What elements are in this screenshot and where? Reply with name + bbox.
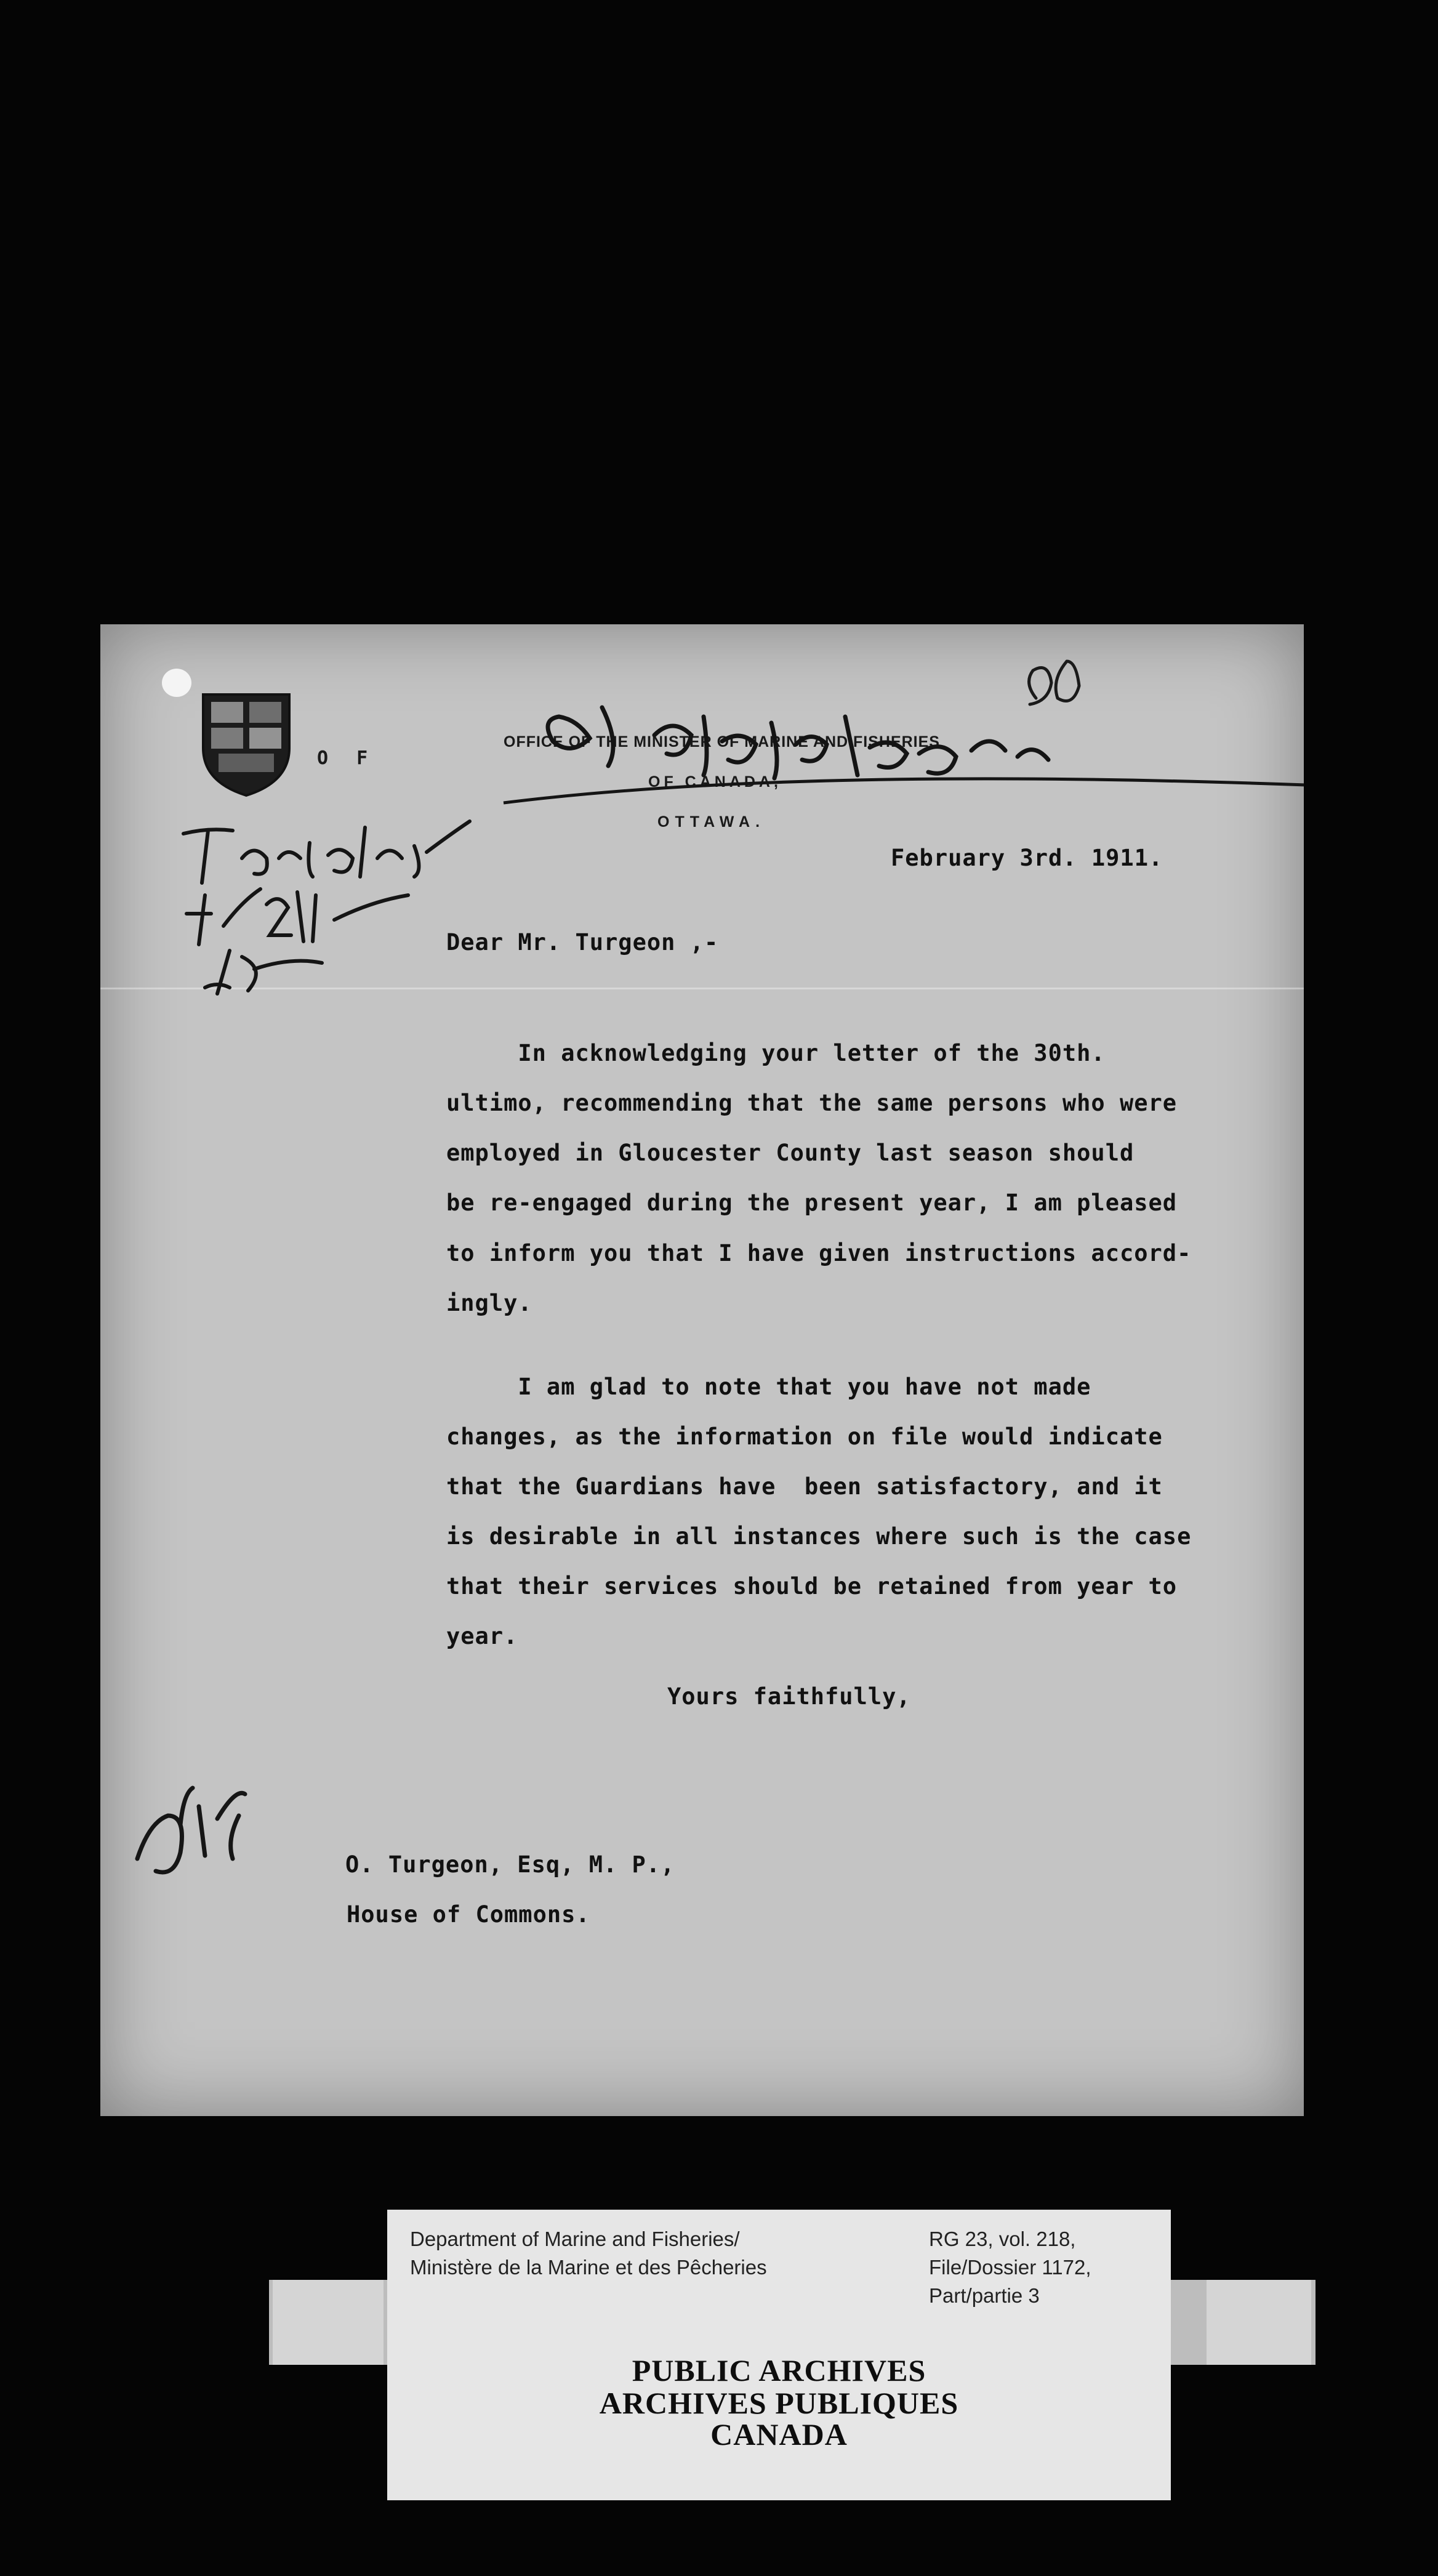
letterhead-office: OFFICE OF THE MINISTER OF MARINE AND FISHERIES — [504, 733, 940, 751]
salutation: Dear Mr. Turgeon ,- — [446, 929, 719, 956]
archive-title: PUBLIC ARCHIVES — [632, 2353, 926, 2388]
archive-card-tab-right — [1207, 2280, 1311, 2365]
body-line: that their services should be retained from year to — [446, 1573, 1178, 1600]
reference-line: Part/partie 3 — [929, 2284, 1040, 2307]
punch-hole — [162, 669, 191, 697]
body-line: employed in Gloucester County last season should — [446, 1140, 1135, 1166]
letter-page — [100, 624, 1304, 2116]
body-line: ingly. — [446, 1290, 532, 1316]
body-line: is desirable in all instances where such is the case — [446, 1523, 1192, 1550]
body-line: In acknowledging your letter of the 30th. — [446, 1040, 1106, 1066]
addressee-place: House of Commons. — [347, 1901, 590, 1928]
letterhead-city: OTTAWA. — [657, 813, 766, 831]
body-line: that the Guardians have been satisfactory, and it — [446, 1473, 1163, 1500]
archive-card-tab-left — [273, 2280, 384, 2365]
crest-label: O F — [317, 747, 377, 769]
body-line: year. — [446, 1623, 518, 1649]
fold-crease — [100, 988, 1304, 989]
archive-title: CANADA — [710, 2417, 848, 2452]
coat-of-arms-icon — [200, 690, 292, 799]
closing: Yours faithfully, — [667, 1683, 911, 1710]
body-line: be re-engaged during the present year, I am pleased — [446, 1189, 1178, 1216]
department-english: Department of Marine and Fisheries/ — [410, 2228, 740, 2250]
letter-date: February 3rd. 1911. — [891, 845, 1163, 871]
letterhead-country: OF CANADA, — [648, 773, 782, 791]
archive-title: ARCHIVES PUBLIQUES — [599, 2386, 959, 2420]
body-line: to inform you that I have given instructions accord- — [446, 1240, 1192, 1266]
reference-line: File/Dossier 1172, — [929, 2256, 1091, 2279]
body-line: ultimo, recommending that the same persons who were — [446, 1090, 1178, 1116]
body-line: I am glad to note that you have not made — [446, 1374, 1091, 1400]
body-line: changes, as the information on file would indicate — [446, 1423, 1163, 1450]
reference-line: RG 23, vol. 218, — [929, 2228, 1076, 2250]
department-french: Ministère de la Marine et des Pêcheries — [410, 2256, 767, 2279]
addressee-name: O. Turgeon, Esq, M. P., — [345, 1851, 675, 1878]
